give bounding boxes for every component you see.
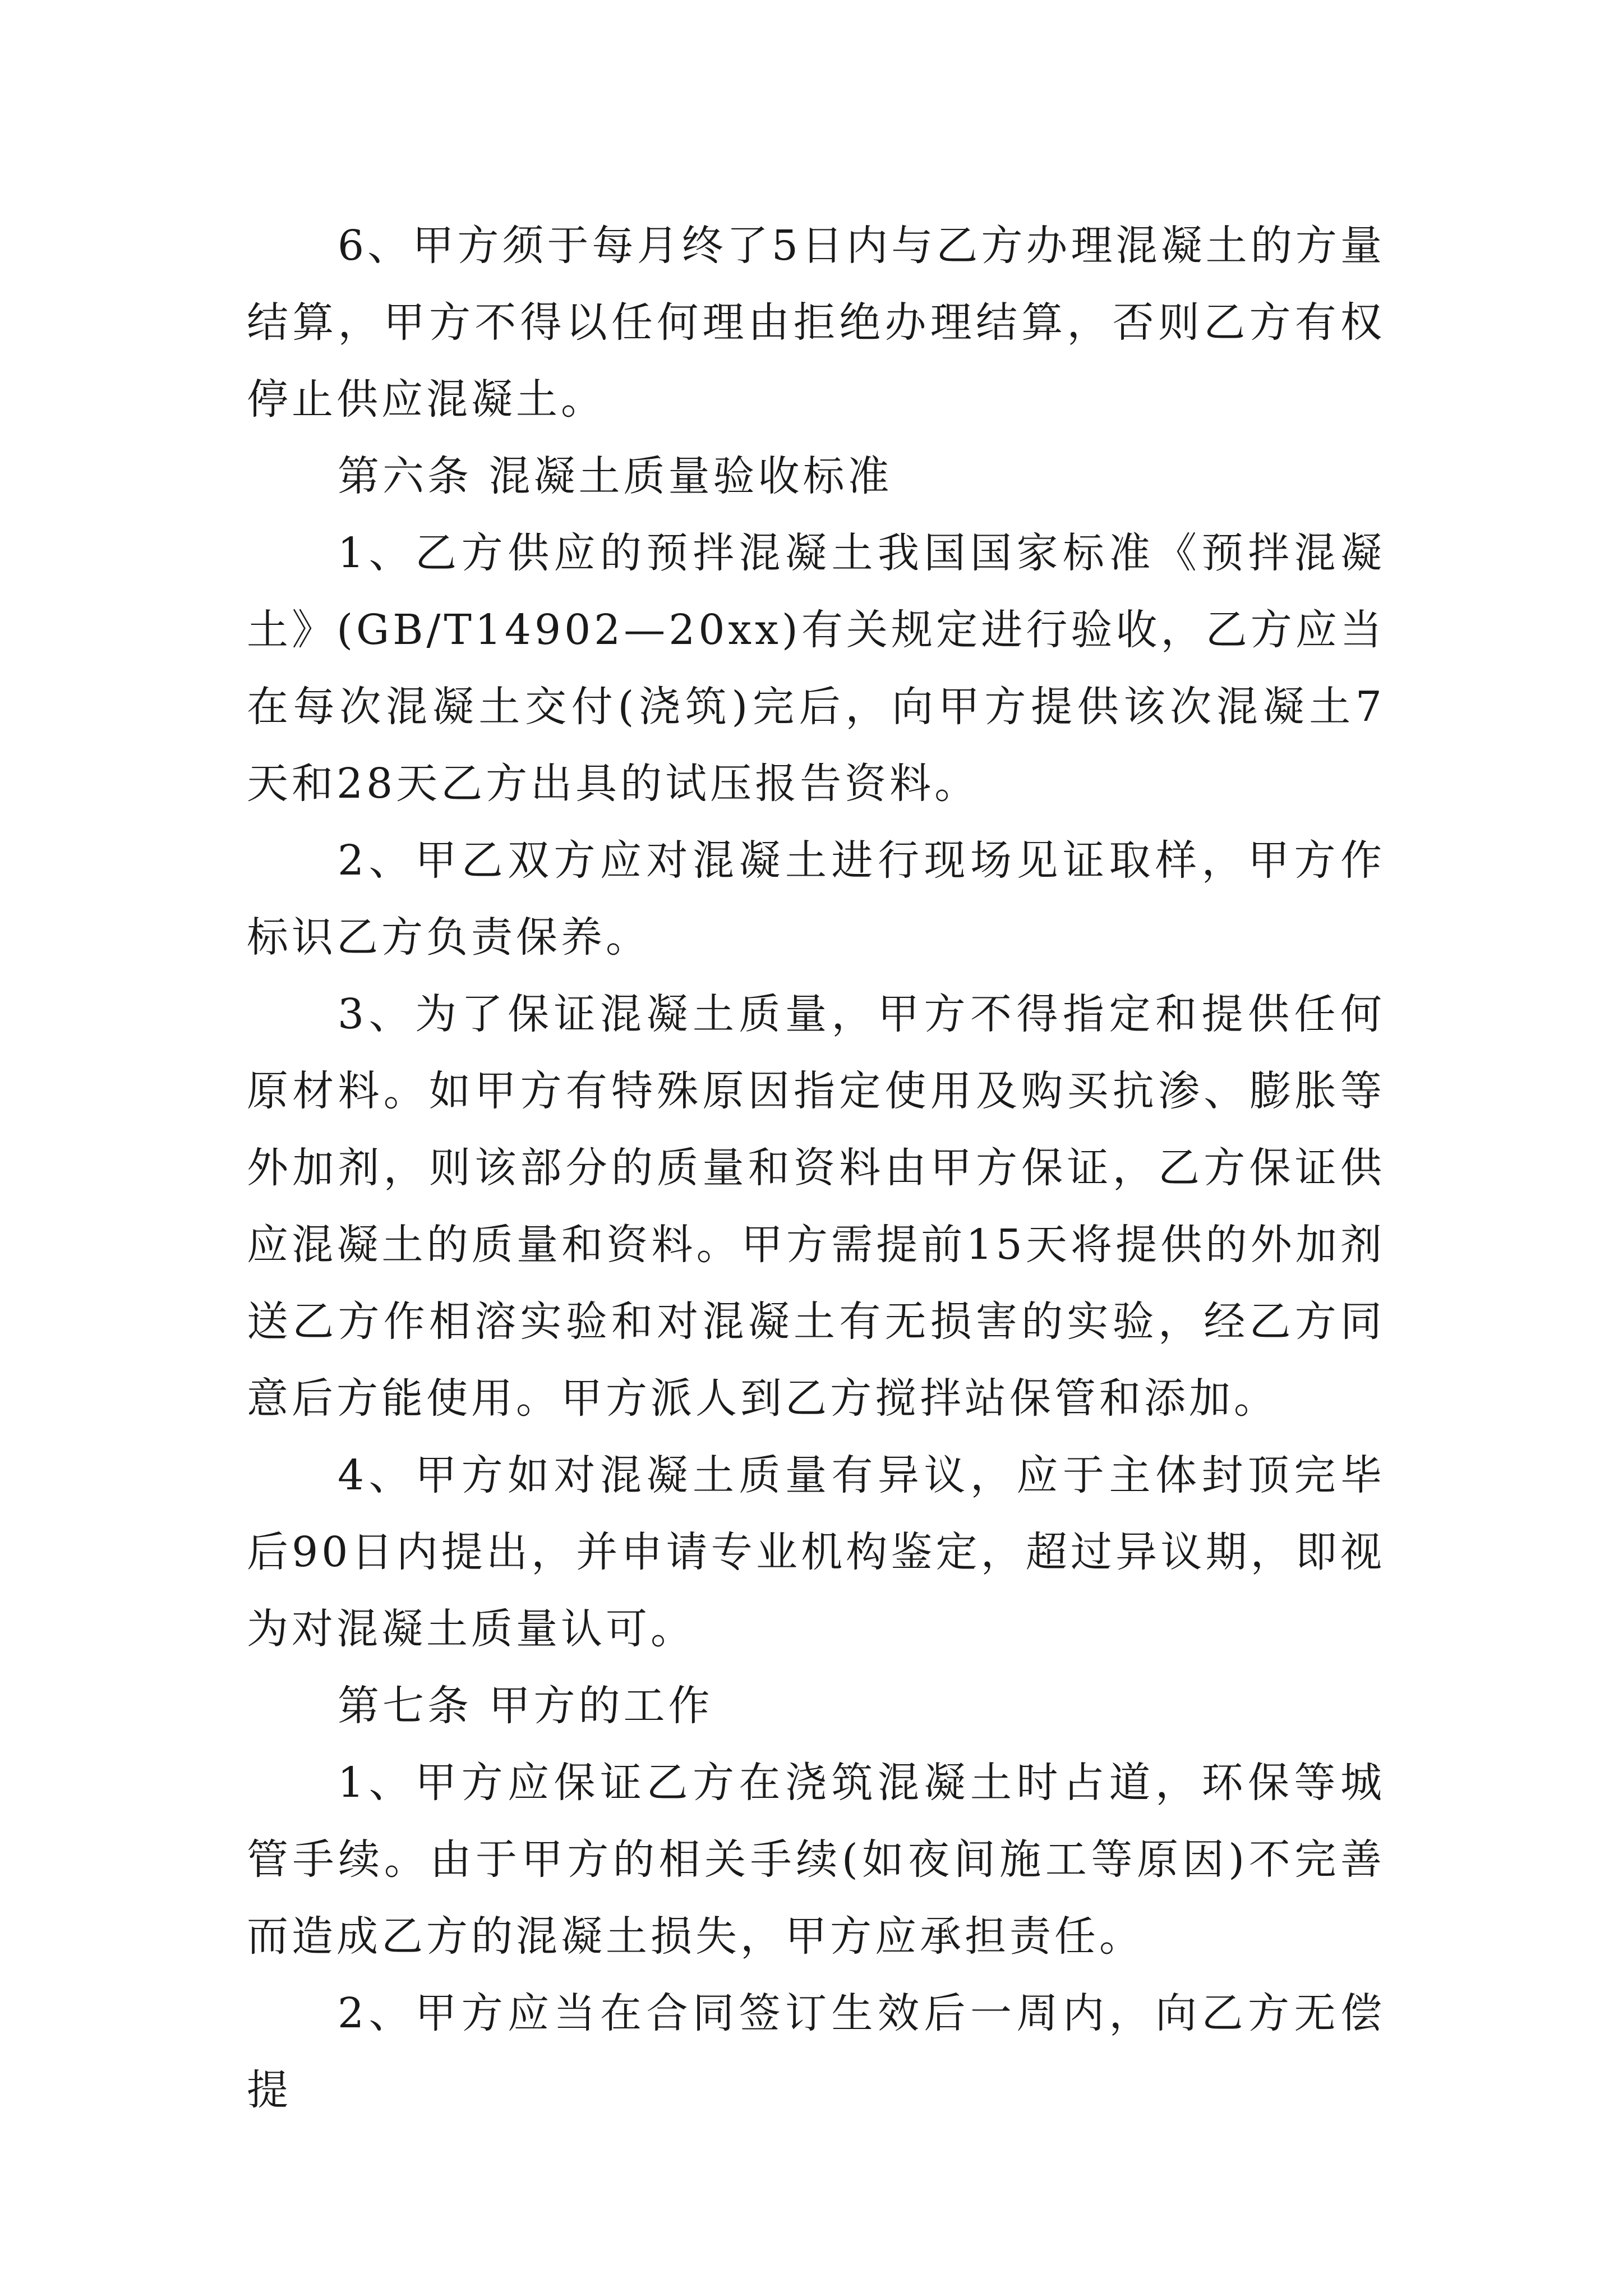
paragraph-article-6-item-1: 1、乙方供应的预拌混凝土我国国家标准《预拌混凝土》(GB/T14902—20xx)有关规定进行验收，乙方应当在每次混凝土交付(浇筑)完后，向甲方提供该次混凝土7天和28天乙方出具的试压报告资料。 [247, 529, 1385, 808]
paragraph-article-6-item-3: 3、为了保证混凝土质量，甲方不得指定和提供任何原材料。如甲方有特殊原因指定使用及购买抗渗、膨胀等外加剂，则该部分的质量和资料由甲方保证，乙方保证供应混凝土的质量和资料。甲方需提前15天将提供的外加剂送乙方作相溶实验和对混凝土有无损害的实验，经乙方同意后方能使用。甲方派人到乙方搅拌站保管和添加。 [247, 990, 1385, 1423]
document-body [247, 208, 1385, 2129]
paragraph-article-6-item-2: 2、甲乙双方应对混凝土进行现场见证取样，甲方作标识乙方负责保养。 [247, 836, 1385, 961]
paragraph-clause-6-item-6: 6、甲方须于每月终了5日内与乙方办理混凝土的方量结算，甲方不得以任何理由拒绝办理结算，否则乙方有权停止供应混凝土。 [247, 222, 1385, 424]
section-heading-article-7: 第七条 甲方的工作 [338, 1682, 713, 1730]
section-heading-article-6: 第六条 混凝土质量验收标准 [338, 452, 893, 500]
paragraph-article-6-item-4: 4、甲方如对混凝土质量有异议，应于主体封顶完毕后90日内提出，并申请专业机构鉴定，超过异议期，即视为对混凝土质量认可。 [247, 1451, 1385, 1653]
paragraph-article-7-item-1: 1、甲方应保证乙方在浇筑混凝土时占道，环保等城管手续。由于甲方的相关手续(如夜间施工等原因)不完善而造成乙方的混凝土损失，甲方应承担责任。 [247, 1759, 1385, 1961]
paragraph-article-7-item-2: 2、甲方应当在合同签订生效后一周内，向乙方无偿提 [247, 1989, 1385, 2114]
